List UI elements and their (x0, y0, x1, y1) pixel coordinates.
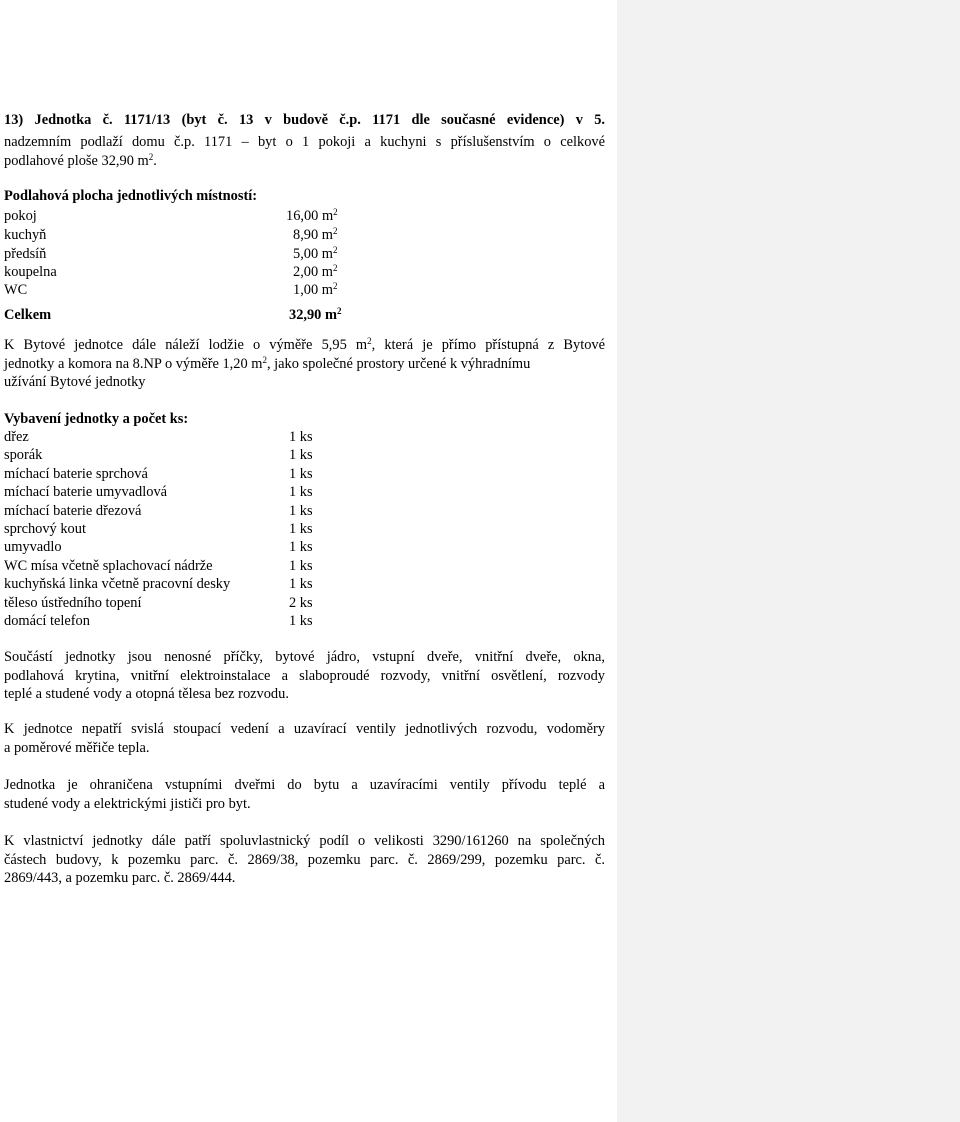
room-name: koupelna (4, 264, 57, 280)
equipment-name: sporák (4, 447, 43, 463)
heading-line-1: 13) Jednotka č. 1171/13 (byt č. 13 v budově č.p. 1171 dle současné evidence) v 5. (4, 112, 605, 128)
equipment-name: WC mísa včetně splachovací nádrže (4, 558, 213, 574)
room-area: 2,00 $m^2$ (293, 263, 338, 280)
rooms-total-row (4, 306, 404, 324)
equipment-row (4, 428, 404, 446)
loggia-line-3: užívání Bytové jednotky (4, 374, 146, 390)
paragraph-line: K vlastnictví jednotky dále patří spoluvlastnický podíl o velikosti 3290/161260 na společných (4, 833, 605, 849)
equipment-count: 1 ks (289, 466, 313, 482)
equipment-row (4, 446, 404, 464)
equipment-name: domácí telefon (4, 613, 90, 629)
equipment-count: 1 ks (289, 484, 313, 500)
heading-line-3: podlahové ploše 32,90 $m^2$. (4, 152, 157, 169)
room-row (4, 245, 404, 263)
equipment-count: 1 ks (289, 503, 313, 519)
equipment-row (4, 612, 404, 630)
room-row (4, 226, 404, 244)
rooms-total-label: Celkem (4, 307, 52, 323)
room-name: pokoj (4, 208, 37, 224)
equipment-name: míchací baterie umyvadlová (4, 484, 168, 500)
room-area: 16,00 $m^2$ (286, 207, 338, 224)
equipment-name: těleso ústředního topení (4, 595, 142, 611)
room-name: předsíň (4, 246, 47, 262)
paragraph-line: částech budovy, k pozemku parc. č. 2869/38, pozemku parc. č. 2869/299, pozemku parc. č. (4, 851, 605, 868)
equipment-count: 1 ks (289, 539, 313, 555)
room-name: WC (4, 282, 28, 298)
paragraph-line: teplé a studené vody a otopná tělesa bez rozvodu. (4, 686, 289, 702)
equipment-count: 1 ks (289, 429, 313, 445)
comment-margin (617, 0, 960, 1122)
paragraph-line: 2869/443, a pozemku parc. č. 2869/444. (4, 870, 236, 886)
equipment-row (4, 538, 404, 556)
equipment-name: umyvadlo (4, 539, 62, 555)
equipment-row (4, 557, 404, 575)
equipment-count: 1 ks (289, 576, 313, 592)
loggia-line-1: K Bytové jednotce dále náleží lodžie o výměře 5,95 $m^2$, která je přímo přístupná z Bytové (4, 336, 606, 353)
room-row (4, 281, 404, 299)
paragraph-line: Součástí jednotky jsou nenosné příčky, bytové jádro, vstupní dveře, vnitřní dveře, okna, (4, 649, 605, 665)
equipment-row (4, 594, 404, 612)
equipment-row (4, 520, 404, 538)
room-area: 1,00 $m^2$ (293, 281, 338, 298)
room-row (4, 263, 404, 281)
rooms-title: Podlahová plocha jednotlivých místností: (4, 188, 258, 204)
paragraph-line: Jednotka je ohraničena vstupními dveřmi do bytu a uzavíracími ventily přívodu teplé a (4, 777, 605, 793)
equipment-row (4, 502, 404, 520)
equipment-name: dřez (4, 429, 29, 445)
equipment-count: 1 ks (289, 521, 313, 537)
room-name: kuchyň (4, 227, 47, 243)
equipment-count: 1 ks (289, 447, 313, 463)
equipment-name: míchací baterie dřezová (4, 503, 142, 519)
paragraph-line: podlahová krytina, vnitřní elektroinstalace a slaboproudé rozvody, vnitřní osvětlení, rozvody (4, 667, 605, 684)
equipment-title: Vybavení jednotky a počet ks: (4, 411, 189, 427)
paragraph-line: a poměrové měřiče tepla. (4, 739, 150, 756)
loggia-line-2: jednotky a komora na 8.NP o výměře 1,20 $m^2$, jako společné prostory určené k výhradnímu (4, 355, 531, 372)
equipment-count: 1 ks (289, 613, 313, 629)
equipment-row (4, 465, 404, 483)
room-area: 8,90 $m^2$ (293, 226, 338, 243)
paragraph-line: K jednotce nepatří svislá stoupací vedení a uzavírací ventily jednotlivých rozvodu, vodoměry (4, 721, 605, 737)
equipment-row (4, 575, 404, 593)
room-row (4, 207, 404, 225)
equipment-name: kuchyňská linka včetně pracovní desky (4, 576, 231, 592)
equipment-name: míchací baterie sprchová (4, 466, 148, 482)
equipment-count: 2 ks (289, 595, 313, 611)
paragraph-line: studené vody a elektrickými jističi pro byt. (4, 795, 251, 812)
rooms-total-value: 32,90 $m^2$ (289, 306, 342, 323)
room-area: 5,00 $m^2$ (293, 245, 338, 262)
heading-line-2: nadzemním podlaží domu č.p. 1171 – byt o 1 pokoji a kuchyni s příslušenstvím o celkové (4, 134, 605, 150)
equipment-name: sprchový kout (4, 521, 86, 537)
equipment-count: 1 ks (289, 558, 313, 574)
equipment-row (4, 483, 404, 501)
